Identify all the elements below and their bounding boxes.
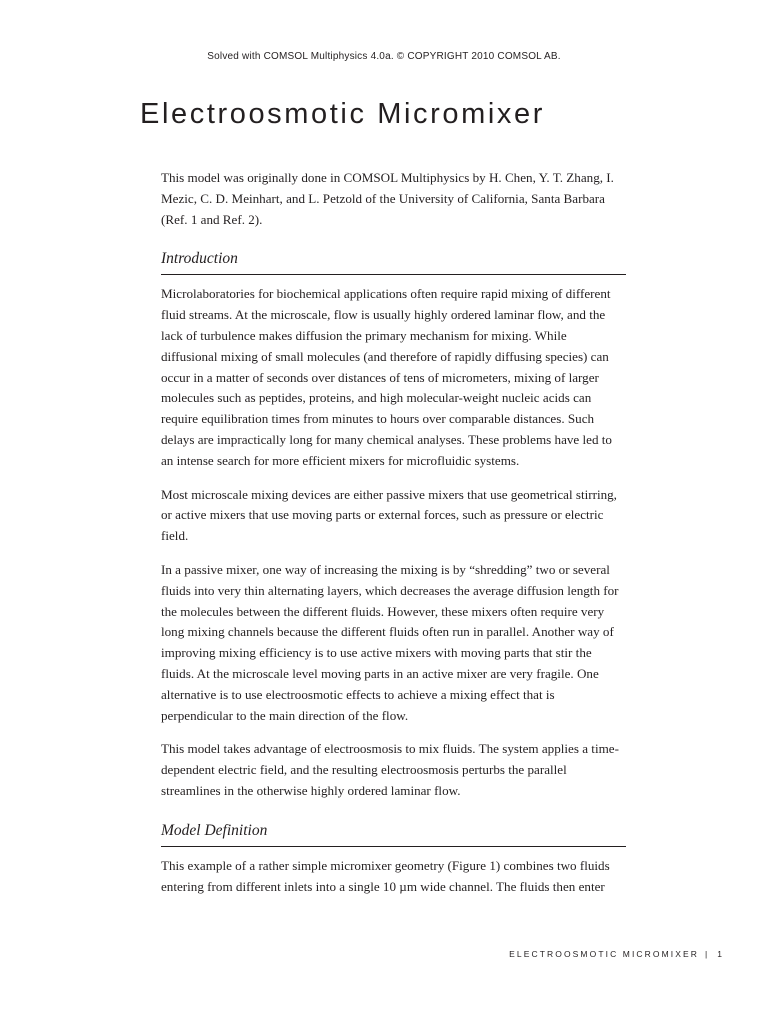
section-heading-introduction: Introduction [161,250,626,275]
page-footer [509,949,722,959]
document-title: Electroosmotic Micromixer [140,98,545,130]
footer-separator: | [705,949,708,959]
page-header: Solved with COMSOL Multiphysics 4.0a. © COPYRIGHT 2010 COMSOL AB. [207,51,561,62]
intro-paragraph: This model was originally done in COMSOL Multiphysics by H. Chen, Y. T. Zhang, I. Mezic, C. D. Meinhart, and L. Petzold of the University of California, Santa Barbara (Ref. 1 and Ref. 2). [161,170,614,227]
paragraph: This example of a rather simple micromixer geometry (Figure 1) combines two fluids entering from different inlets into a single 10 µm wide channel. The fluids then enter [161,857,610,894]
page-number: 1 [717,949,722,959]
paragraph: In a passive mixer, one way of increasing the mixing is by “shredding” two or several fluids into very thin alternating layers, which decreases the average diffusion length for the molecules between the different fluids. However, these mixers often require very long mixing channels because the different fluids often run in parallel. Another way of improving mixing efficiency is to use active mixers with moving parts that stir the fluids. At the microscale level moving parts in an active mixer are very fragile. One alternative is to use electroosmotic effects to achieve a mixing effect that is perpendicular to the main direction of the flow. [161,561,619,723]
document-body [161,168,626,910]
paragraph: Microlaboratories for biochemical applications often require rapid mixing of different fluid streams. At the microscale, flow is usually highly ordered laminar flow, and the lack of turbulence makes diffusion the primary mechanism for mixing. While diffusional mixing of small molecules (and therefore of rapidly diffusing species) can occur in a matter of seconds over distances of tens of micrometers, mixing of larger molecules such as peptides, proteins, and high molecular-weight nucleic acids can require equilibration times from minutes to hours over comparable distances. Such delays are impractically long for many chemical analyses. These problems have led to an intense search for more efficient mixers for microfluidic systems. [161,286,612,468]
section-heading-model-definition: Model Definition [161,822,626,847]
paragraph: Most microscale mixing devices are either passive mixers that use geometrical stirring, or active mixers that use moving parts or external forces, such as pressure or electric field. [161,486,617,544]
footer-running-title: ELECTROOSMOTIC MICROMIXER [509,949,700,959]
paragraph: This model takes advantage of electroosmosis to mix fluids. The system applies a time-dependent electric field, and the resulting electroosmosis perturbs the parallel streamlines in the otherwise highly ordered laminar flow. [161,741,619,798]
